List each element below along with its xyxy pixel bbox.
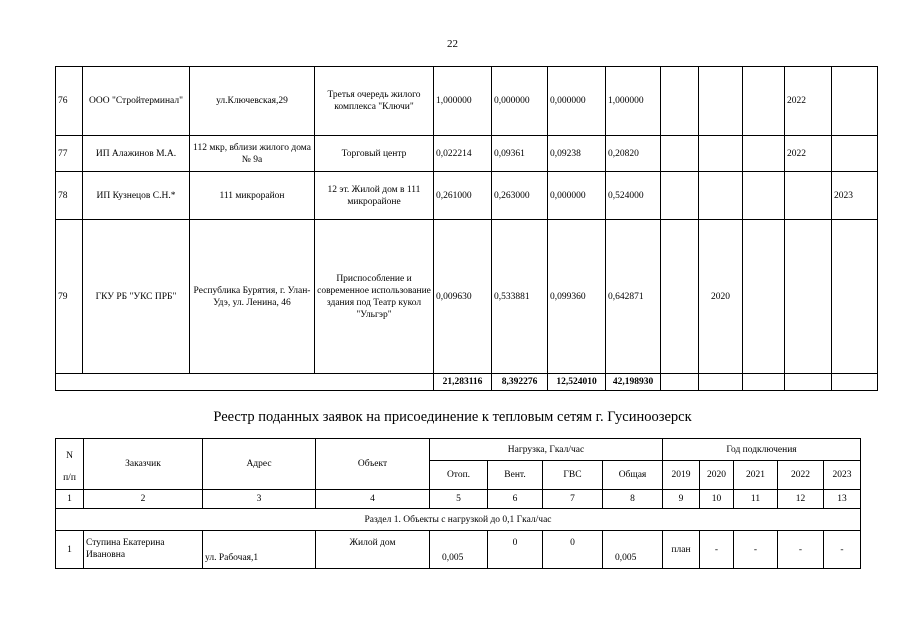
year-2022-cell: - [778, 531, 824, 569]
object-header: Объект [316, 439, 430, 490]
total-load-cell: 1,000000 [606, 67, 661, 136]
year-2020-header: 2020 [700, 461, 734, 490]
totals-label-cell [56, 374, 434, 391]
column-number: 2 [84, 490, 203, 509]
total-overall-load: 42,198930 [606, 374, 661, 391]
column-number: 13 [824, 490, 861, 509]
object-cell: Приспособление и современное использование здания под Театр кукол "Ульгэр" [315, 220, 434, 374]
year-2022-cell [785, 220, 832, 374]
total-load-cell: 0,642871 [606, 220, 661, 374]
year-2022-cell [785, 172, 832, 220]
object-cell: Жилой дом [316, 531, 430, 569]
year-2023-cell: - [824, 531, 861, 569]
row-number-header [56, 439, 84, 490]
year-2021-cell: - [734, 531, 778, 569]
customer-header: Заказчик [84, 439, 203, 490]
column-number: 1 [56, 490, 84, 509]
heating-load-cell: 0,261000 [434, 172, 492, 220]
hot-water-header: ГВС [543, 461, 603, 490]
page-number: 22 [447, 38, 458, 50]
year-2019-cell [661, 136, 699, 172]
empty-cell [832, 374, 878, 391]
column-number: 12 [778, 490, 824, 509]
year-2023-cell [832, 220, 878, 374]
ventilation-load-cell: 0 [488, 531, 543, 569]
registry-title: Реестр поданных заявок на присоединение к тепловым сетям г. Гусиноозерск [213, 409, 692, 425]
year-group-header: Год подключения [663, 439, 861, 461]
ventilation-load-cell: 0,000000 [492, 67, 548, 136]
registry-table [55, 438, 861, 569]
column-number: 7 [543, 490, 603, 509]
column-number: 5 [430, 490, 488, 509]
row-number-header-bottom: п/п [63, 473, 76, 483]
object-cell: Третья очередь жилого комплекса "Ключи" [315, 67, 434, 136]
column-number: 4 [316, 490, 430, 509]
total-hot-water-load: 12,524010 [548, 374, 606, 391]
address-cell: Республика Бурятия, г. Улан-Удэ, ул. Ленина, 46 [190, 220, 315, 374]
year-2020-cell: 2020 [699, 220, 743, 374]
load-group-header: Нагрузка, Гкал/час [430, 439, 663, 461]
total-heating-load: 21,283116 [434, 374, 492, 391]
year-2020-cell [699, 136, 743, 172]
customer-cell: Ступина Екатерина Ивановна [84, 531, 203, 569]
hot-water-load-cell: 0,09238 [548, 136, 606, 172]
year-2020-cell: - [700, 531, 734, 569]
row-number: 1 [56, 531, 84, 569]
header-row [56, 439, 861, 461]
year-2022-cell: 2022 [785, 136, 832, 172]
hot-water-load-cell: 0,099360 [548, 220, 606, 374]
customer-cell: ГКУ РБ "УКС ПРБ" [83, 220, 190, 374]
column-number: 10 [700, 490, 734, 509]
empty-cell [661, 374, 699, 391]
total-load-cell: 0,20820 [606, 136, 661, 172]
address-cell: 111 микрорайон [190, 172, 315, 220]
ventilation-load-cell: 0,09361 [492, 136, 548, 172]
section-row [56, 509, 861, 531]
ventilation-header: Вент. [488, 461, 543, 490]
object-cell: 12 эт. Жилой дом в 111 микрорайоне [315, 172, 434, 220]
total-load-cell: 0,005 [603, 531, 663, 569]
year-2019-cell [661, 220, 699, 374]
customer-cell: ИП Кузнецов С.Н.* [83, 172, 190, 220]
row-number: 77 [56, 136, 83, 172]
table-row [56, 67, 878, 136]
section-title: Раздел 1. Объекты с нагрузкой до 0,1 Гкал/час [56, 509, 861, 531]
address-header: Адрес [203, 439, 316, 490]
year-2021-cell [743, 67, 785, 136]
address-cell: ул.Ключевская,29 [190, 67, 315, 136]
column-number: 3 [203, 490, 316, 509]
total-header: Общая [603, 461, 663, 490]
row-number: 79 [56, 220, 83, 374]
year-2022-cell: 2022 [785, 67, 832, 136]
hot-water-load-cell: 0 [543, 531, 603, 569]
year-2021-cell [743, 136, 785, 172]
column-number: 11 [734, 490, 778, 509]
empty-cell [743, 374, 785, 391]
address-cell: ул. Рабочая,1 [203, 531, 316, 569]
hot-water-load-cell: 0,000000 [548, 67, 606, 136]
object-cell: Торговый центр [315, 136, 434, 172]
year-2019-cell [661, 67, 699, 136]
empty-cell [785, 374, 832, 391]
table-row [56, 136, 878, 172]
table-row [56, 172, 878, 220]
year-2023-cell: 2023 [832, 172, 878, 220]
year-2019-cell [661, 172, 699, 220]
upper-connections-table [55, 66, 878, 391]
column-numbers-row [56, 490, 861, 509]
table-row [56, 531, 861, 569]
column-number: 8 [603, 490, 663, 509]
heating-load-cell: 0,009630 [434, 220, 492, 374]
row-number-header-top: N [66, 451, 73, 461]
year-2019-header: 2019 [663, 461, 700, 490]
total-load-cell: 0,524000 [606, 172, 661, 220]
heating-load-cell: 0,005 [430, 531, 488, 569]
table-row [56, 220, 878, 374]
year-2023-cell [832, 67, 878, 136]
heating-load-cell: 1,000000 [434, 67, 492, 136]
year-2022-header: 2022 [778, 461, 824, 490]
ventilation-load-cell: 0,533881 [492, 220, 548, 374]
customer-cell: ИП Алажинов М.А. [83, 136, 190, 172]
column-number: 6 [488, 490, 543, 509]
total-ventilation-load: 8,392276 [492, 374, 548, 391]
year-2021-header: 2021 [734, 461, 778, 490]
row-number: 78 [56, 172, 83, 220]
totals-row [56, 374, 878, 391]
year-2021-cell [743, 220, 785, 374]
heating-load-cell: 0,022214 [434, 136, 492, 172]
year-2020-cell [699, 172, 743, 220]
customer-cell: ООО "Стройтерминал" [83, 67, 190, 136]
empty-cell [699, 374, 743, 391]
column-number: 9 [663, 490, 700, 509]
year-2020-cell [699, 67, 743, 136]
year-2023-header: 2023 [824, 461, 861, 490]
ventilation-load-cell: 0,263000 [492, 172, 548, 220]
year-2021-cell [743, 172, 785, 220]
row-number: 76 [56, 67, 83, 136]
year-2019-cell: план [663, 531, 700, 569]
heating-header: Отоп. [430, 461, 488, 490]
hot-water-load-cell: 0,000000 [548, 172, 606, 220]
year-2023-cell [832, 136, 878, 172]
address-cell: 112 мкр, вблизи жилого дома № 9а [190, 136, 315, 172]
